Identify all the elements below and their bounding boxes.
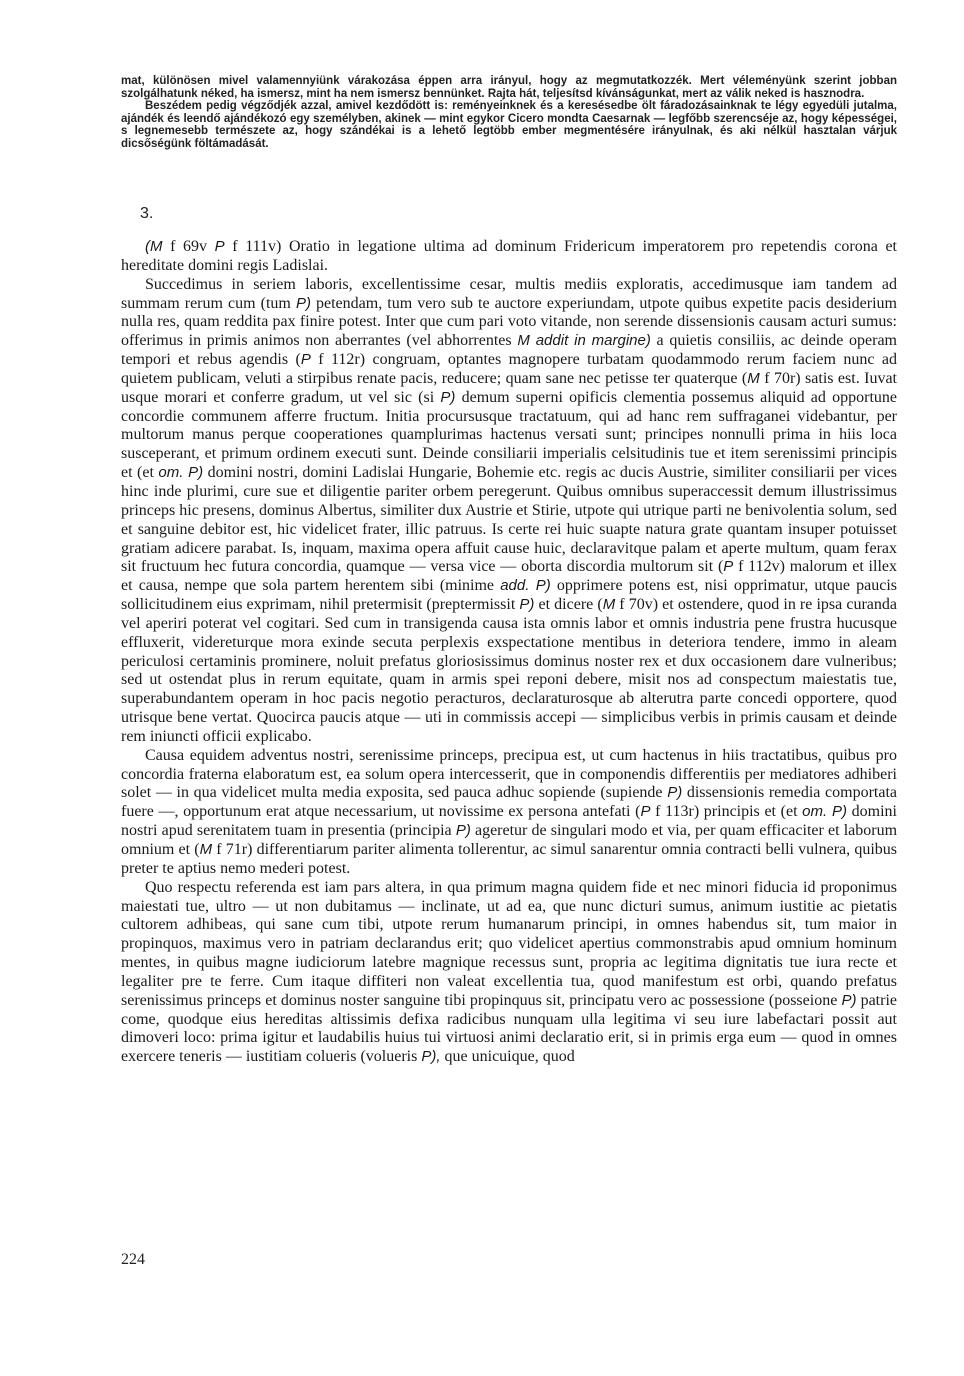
hungarian-paragraph-2: Beszédem pedig végződjék azzal, amivel kezdődött is: reményeinknek és a keresésedbe ölt fáradozásainknak te légy egyedüli jutalma, ajándék és leendő ajándékozó egy személyben, akinek — mint egykor Cicero mondta Caesarnak — legfőbb szerencséje az, hogy képességei, s legnemesebb természete az, hogy szándékai is a lehető legtöbb ember megmentésére irányulnak, és aki nélkül hasztalan várjuk dicsőségünk föltámadását. <box>121 100 897 150</box>
siglum: P) <box>440 388 456 406</box>
siglum: M addit in margine) <box>517 332 651 350</box>
siglum: M <box>747 369 760 387</box>
siglum: P <box>640 803 651 821</box>
text-segment: opprimere potens est, nisi opprimatur, utque paucis sollicitudinem eius exprimam, nihil pretermisit (preptermissit <box>121 577 898 614</box>
latin-paragraph-2 <box>121 747 897 879</box>
text-segment: domini nostri apud serenitatem tuam in presentia (principia <box>121 803 897 840</box>
text-segment: Quo respectu referenda est iam pars altera, in qua primum magna quidem fide et nec minori fiducia id proponimus maiestati tue, ultro — ut non dubitamus — inclinate, ut ad ea, que nunc dicturi sumus, animum iustitie ac pietatis cultorem adhibeas, qui sane cum tibi, utpote rerum humanarum principi, in omnes habendus sit, tum maior in propinquos, maximus vero in patriam declarandus erit; quo videlicet apertius commonstrabis apud omnium hominum mentes, in quibus magne iudiciorum latebre magnique recessus sunt, propria ac legitima dignitatis tue iura recte et legaliter pre te ferre. Cum itaque diffiteri non valeat excellentia tua, quod manifestum est orbi, quando prefatus serenissimus princeps et dominus noster sanguine tibi propinquus sit, principatu vero ac possessione (posseione <box>121 878 897 1009</box>
text-segment: f 112r) congruam, optantes magnopere turbatam quodammodo rerum faciem nunc ad quietem publicam, veluti a stirpibus renate pacis, reducere; quam sane nec petisse ter quaterque ( <box>121 351 897 387</box>
siglum: P <box>723 558 734 576</box>
text-segment: que unicuique, quod <box>440 1048 575 1066</box>
siglum: om. P) <box>158 464 204 482</box>
text-segment: Succedimus in seriem laboris, excellentissime cesar, multis mediis exploratis, accedimusque iam tandem ad summam rerum cum (tum <box>121 275 897 312</box>
latin-text <box>121 238 897 1067</box>
text-segment: et dicere ( <box>534 596 603 614</box>
text-segment: f 70v) et ostendere, quod in re ipsa curanda vel aperiri poterat vel cogitari. Sed cum in transigenda causa ista omnis labor et omnis industria pene frustra hucusque effluxerit, videreturque mora exinde secuta perplexis exspectatione mentibus in deteriora tendere, immo in aleam periculosi certaminis prominere, noluit prefatus gloriosissimus dominus noster rex et dux occasionem dare vulneribus; sed ut ostendat plus in rerum equitate, quam in armis spei reponi debere, misit nos ad conspectum maiestatis tue, superabundantem operam in hoc pacis negotio peracturos, declaraturosque ab alterutra parte concedi opportere, quod utrisque bene vertat. Quocirca paucis atque — uti in commissis accepi — simplicibus verbis in primis causam et deinde rem iniuncti officii explicabo. <box>121 596 898 745</box>
siglum: P) <box>295 294 311 312</box>
heading-part: (M <box>145 238 163 255</box>
siglum: M <box>199 841 213 858</box>
heading-part: P <box>214 238 225 255</box>
latin-paragraph-1 <box>121 276 897 747</box>
text-segment: dissensionis remedia comportata fuere —, opportunum erat atque necessarium, ut novissime ex persona antefati ( <box>121 784 897 821</box>
text-segment: a quietis consiliis, ac deinde operam tempori et rebus agendis ( <box>121 332 897 369</box>
siglum: P) <box>455 822 471 840</box>
siglum: P <box>300 351 311 369</box>
text-segment: patrie come, quodque eius hereditas altissimis defixa radicibus nunquam ulla legitima vi seu iure labefactari possit aut dimoveri loco: prima igitur et laudabilis huius tui virtuosi animi declaratio erit, si in primis erga eum — quod in omnes exercere teneris — iustitiam colueris (volueris <box>121 991 897 1066</box>
hungarian-paragraph-1: mat, különösen mivel valamennyiünk várakozása éppen arra irányul, hogy az megmutatkozzék. Mert véleményünk szerint jobban szolgálhatunk néked, ha ismersz, mint ha nem ismersz bennünket. Rajta hát, teljesítsd kívánságunkat, mert az válik neked is hasznodra. <box>121 75 897 100</box>
siglum: M <box>602 596 616 614</box>
text-segment: f 71r) differentiarum pariter alimenta tollerentur, ac simul sanarentur omnia contracti belli vulnera, quibus preter te aptius nemo mederi potest. <box>121 841 897 877</box>
text-segment: ageretur de singulari modo et via, per quam efficaciter et laborum omnium et ( <box>121 822 898 858</box>
text-segment: f 70r) satis est. Iuvat usque morari et conferre gradum, ut vel sic (si <box>121 369 898 406</box>
text-segment: f 112v) malorum et illex et causa, nempe que sola partem herentem sibi (minime <box>121 558 897 595</box>
latin-heading <box>121 238 897 276</box>
siglum: P) <box>841 991 857 1009</box>
siglum: om. P) <box>802 803 847 821</box>
latin-paragraph-3 <box>121 879 897 1067</box>
text-segment: demum superni opificis clementia possemus aliquid ad opportune concordie communem afferre fructum. Initia procursusque tractatuum, qui ad hanc rem suffraganei videbantur, per multorum manus perque cooperationes quamplurimas hactenus versati sunt; principes nonnulli prima in hiis loca susceperant, et primum ordinem executi sunt. Deinde consiliarii imperialis celsitudinis tue et item serenissimi principis et (et <box>121 388 897 482</box>
heading-part: f 69v <box>162 238 215 255</box>
text-segment: domini nostri, domini Ladislai Hungarie, Bohemie etc. regis ac ducis Austrie, similiter consiliarii per vices hinc inde plurimi, cure sue et diligentie pariter orbem peregerunt. Quibus omnibus superaccessit demum illustrissimus princeps hic presens, dominus Albertus, similiter dux Austrie et Stirie, utpote qui utrique parti ne benivolentia solum, sed et sanguine debitor est, hic videlicet frater, illic patruus. Is certe rei huic suapte natura grate quantam insuper potuisset gratiam adicere parabat. Is, inquam, maxima opera affuit cause huic, declaravitque palam et aperte multum, quam ferax sit fructuum hec futura concordia, quamque — versa vice — oborta discordia multorum sit ( <box>121 464 898 576</box>
heading-part: f 111v) Oratio in legatione ultima ad dominum Fridericum imperatorem pro repetendis corona et hereditate domini regis Ladislai. <box>121 238 897 274</box>
siglum: P), <box>421 1048 441 1066</box>
siglum: add. P) <box>500 577 551 595</box>
siglum: P) <box>667 784 683 802</box>
page-number: 224 <box>121 1251 145 1268</box>
section-number: 3. <box>140 205 154 222</box>
siglum: P) <box>519 596 535 614</box>
text-segment: petendam, tum vero sub te auctore experiundam, utpote quibus expetite pacis desiderium nulla res, quam reddita pax finire potest. Inter que cum pari voto vitande, non serende dissensionis causam acturi sumus: offerimus in primis animos non aberrantes (vel abhorrentes <box>121 294 897 350</box>
text-segment: f 113r) principis et (et <box>650 803 803 821</box>
hungarian-translation <box>121 75 897 151</box>
text-segment: Causa equidem adventus nostri, serenissime princeps, precipua est, ut cum hactenus in hiis tractatibus, quibus pro concordia fraterna elaboratum est, ea solum opera intercesserit, que in componendis differentiis per mediatores adhiberi solet — in qua videlicet multa media exposita, sed pauca adhuc sopiende (supiende <box>121 746 897 802</box>
